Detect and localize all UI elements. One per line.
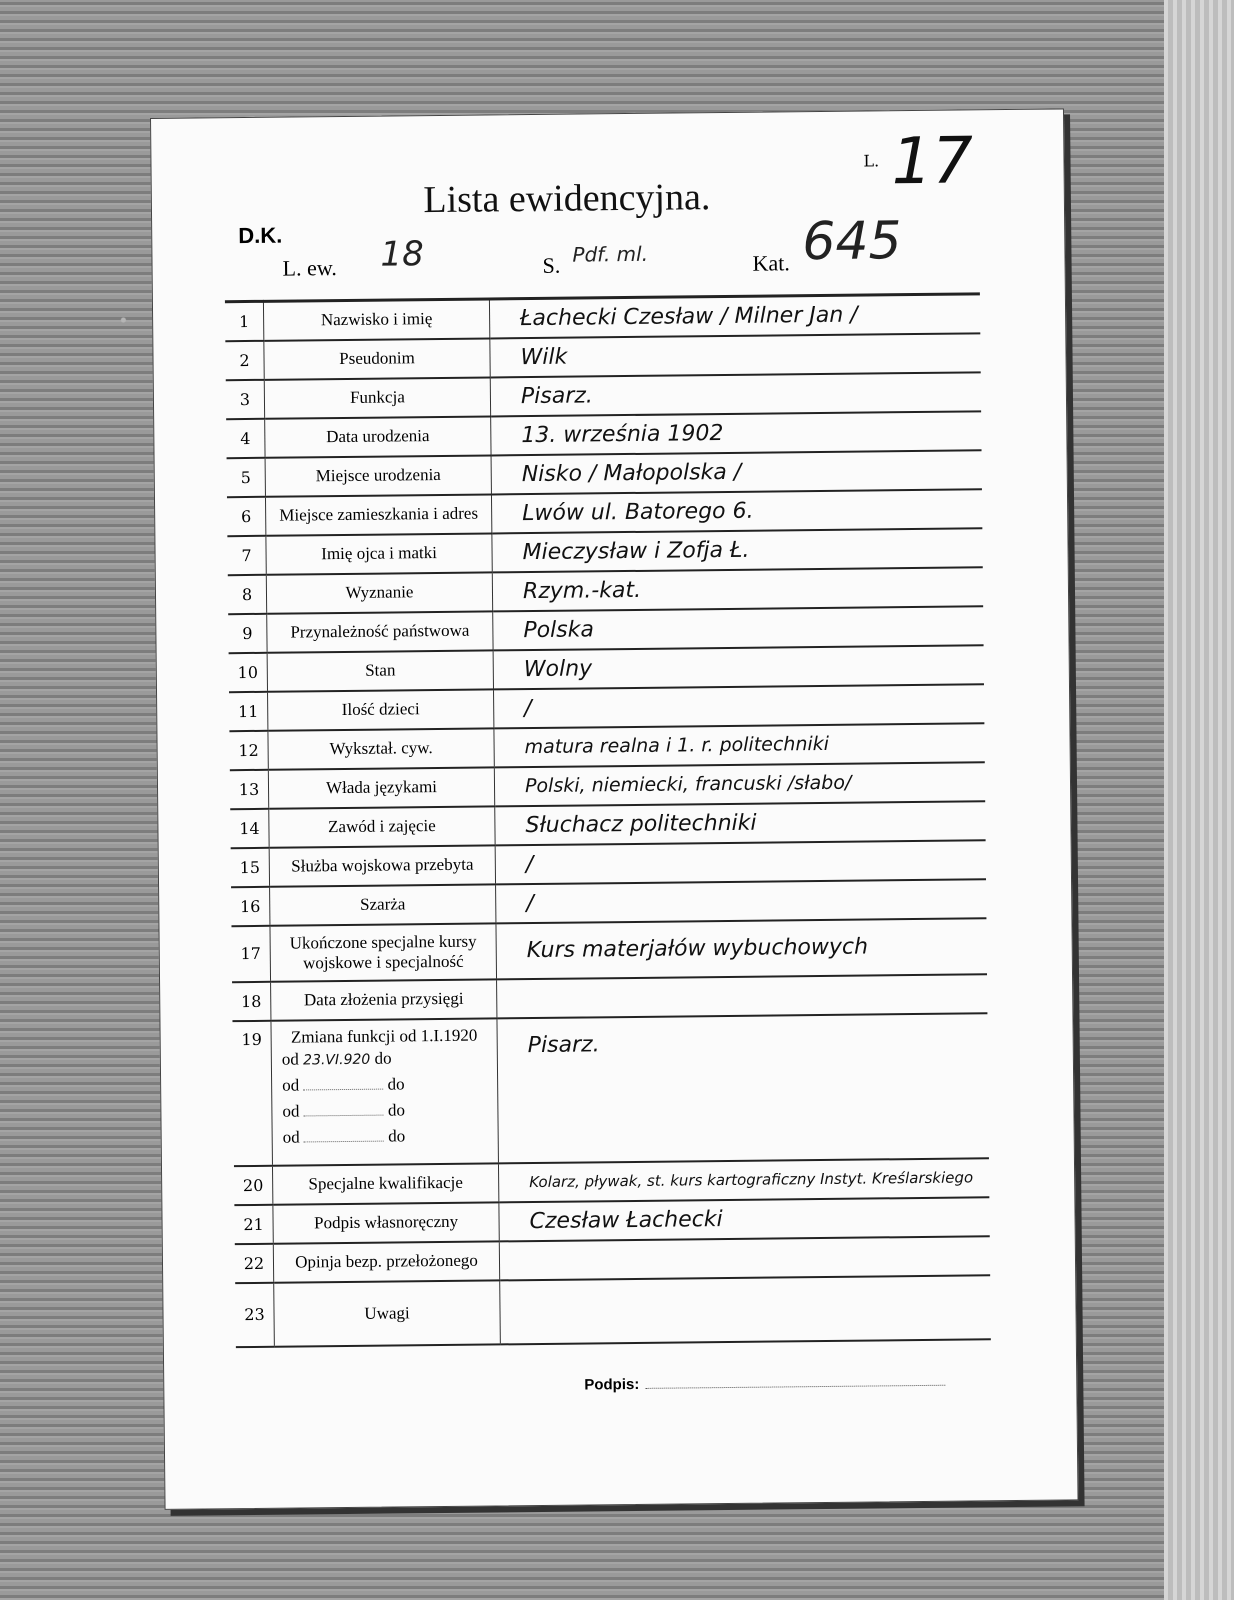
do-label: do <box>387 1100 406 1120</box>
kat-value: 645 <box>802 211 902 273</box>
row-value: / <box>493 684 984 728</box>
leaf-label: L. <box>863 151 880 171</box>
row-label: Data urodzenia <box>265 416 491 457</box>
row-value: Rzym.-kat. <box>492 567 983 611</box>
row-number: 13 <box>230 769 269 808</box>
row-label: Nazwisko i imię <box>263 299 489 340</box>
row-label: Stan <box>267 650 493 691</box>
row-label: Zawód i zajęcie <box>269 806 495 847</box>
row-number: 16 <box>231 886 270 925</box>
row-number: 17 <box>231 925 270 981</box>
od-label: od <box>282 1127 300 1147</box>
l-ew-label: L. ew. <box>282 255 337 281</box>
footer-signature <box>584 1373 945 1394</box>
row-number: 5 <box>227 457 266 496</box>
row-value: Słuchacz politechniki <box>495 801 986 845</box>
row-label: Pseudonim <box>264 338 490 379</box>
row-number: 8 <box>228 574 267 613</box>
row-value <box>499 1236 990 1280</box>
row-value: Wolny <box>493 645 984 689</box>
od-do-line <box>272 1044 497 1072</box>
row-label: Ilość dzieci <box>268 689 494 730</box>
row-number: 19 <box>232 1020 272 1165</box>
row-value: Pisarz. <box>490 372 981 416</box>
row-value: Polski, niemiecki, francuski /słabo/ <box>494 762 985 806</box>
leaf-number: 17 <box>891 124 974 200</box>
row-number: 14 <box>230 808 269 847</box>
row-number: 6 <box>227 496 266 535</box>
row-value: Łachecki Czesław / Milner Jan / <box>489 294 980 338</box>
row-value <box>500 1275 991 1344</box>
row-number: 11 <box>229 691 268 730</box>
row-label: Miejsce urodzenia <box>265 455 491 496</box>
row-number: 15 <box>231 847 270 886</box>
row-number: 2 <box>225 340 264 379</box>
od-do-line <box>272 1070 497 1098</box>
row-number: 18 <box>232 981 271 1020</box>
kat-label: Kat. <box>752 250 790 276</box>
function-change-label: Zmiana funkcji od 1.I.1920 <box>290 1025 478 1047</box>
row-label: Opinja bezp. przełożonego <box>273 1241 499 1282</box>
do-label: do <box>388 1126 406 1146</box>
row-label: Wyznanie <box>266 572 492 613</box>
od-date-value: 23.VI.920 <box>303 1051 371 1069</box>
od-label: od <box>281 1049 299 1069</box>
record-form-table <box>225 292 991 1347</box>
row-value: Polska <box>493 606 984 650</box>
do-label: do <box>387 1074 405 1094</box>
record-card <box>150 108 1079 1509</box>
row-label: Uwagi <box>274 1280 501 1346</box>
row-number: 20 <box>234 1165 273 1204</box>
od-do-line <box>273 1122 498 1150</box>
row-value: Nisko / Małopolska / <box>491 450 982 494</box>
row-label: Przynależność państwowa <box>267 611 493 652</box>
s-value: Pdf. ml. <box>572 241 649 267</box>
row-value: Wilk <box>490 333 981 377</box>
row-number: 9 <box>228 613 267 652</box>
row-number: 12 <box>229 730 268 769</box>
od-label: od <box>282 1101 300 1121</box>
row-number: 23 <box>235 1282 274 1346</box>
od-label: od <box>282 1075 300 1095</box>
row-number: 10 <box>229 652 268 691</box>
row-value <box>497 974 988 1018</box>
row-value: Lwów ul. Batorego 6. <box>491 489 982 533</box>
od-do-line <box>272 1096 497 1124</box>
row-value: Czesław Łachecki <box>499 1197 990 1241</box>
row-label: Funkcja <box>264 377 490 418</box>
scan-edge-band <box>1164 0 1234 1600</box>
row-label: Data złożenia przysięgi <box>271 979 497 1020</box>
row-label: Włada językami <box>268 767 494 808</box>
row-number: 4 <box>226 418 265 457</box>
row-label: Wykształ. cyw. <box>268 728 494 769</box>
row-value: Mieczysław i Zofja Ł. <box>492 528 983 572</box>
form-row-19 <box>232 1013 988 1166</box>
corner-mark: D.K. <box>238 222 283 249</box>
row-value: Kolarz, pływak, st. kurs kartograficzny Instyt. Kreślarskiego <box>498 1158 989 1202</box>
row-label: Służba wojskowa przebyta <box>269 845 495 886</box>
row-label: Ukończone specjalne kursy wojskowe i specjalność <box>270 923 497 981</box>
row-value: Pisarz. <box>497 1013 989 1163</box>
row-value: / <box>496 879 987 923</box>
s-label: S. <box>542 252 561 278</box>
row-label: Szarża <box>270 884 496 925</box>
row-number: 1 <box>225 301 264 340</box>
row-number: 3 <box>226 379 265 418</box>
form-row-23 <box>235 1275 991 1347</box>
row-value: Kurs materjałów wybuchowych <box>496 918 987 979</box>
row-label: Podpis własnoręczny <box>273 1202 499 1243</box>
row-number: 7 <box>227 535 266 574</box>
form-row-17 <box>231 918 987 982</box>
row-number: 21 <box>234 1204 273 1243</box>
row-value: / <box>495 840 986 884</box>
row-label: Imię ojca i matki <box>266 533 492 574</box>
row-value: matura realna i 1. r. politechniki <box>494 723 985 767</box>
do-label: do <box>374 1048 392 1068</box>
row-label: Miejsce zamieszkania i adres <box>265 494 491 535</box>
document-title: Lista ewidencyjna. <box>423 176 711 222</box>
row-number: 22 <box>235 1243 274 1282</box>
podpis-label: Podpis: <box>584 1375 640 1394</box>
l-ew-value: 18 <box>380 234 424 275</box>
row-label-function-change <box>271 1018 499 1165</box>
row-value: 13. września 1902 <box>491 411 982 455</box>
row-label: Specjalne kwalifikacje <box>272 1163 498 1204</box>
